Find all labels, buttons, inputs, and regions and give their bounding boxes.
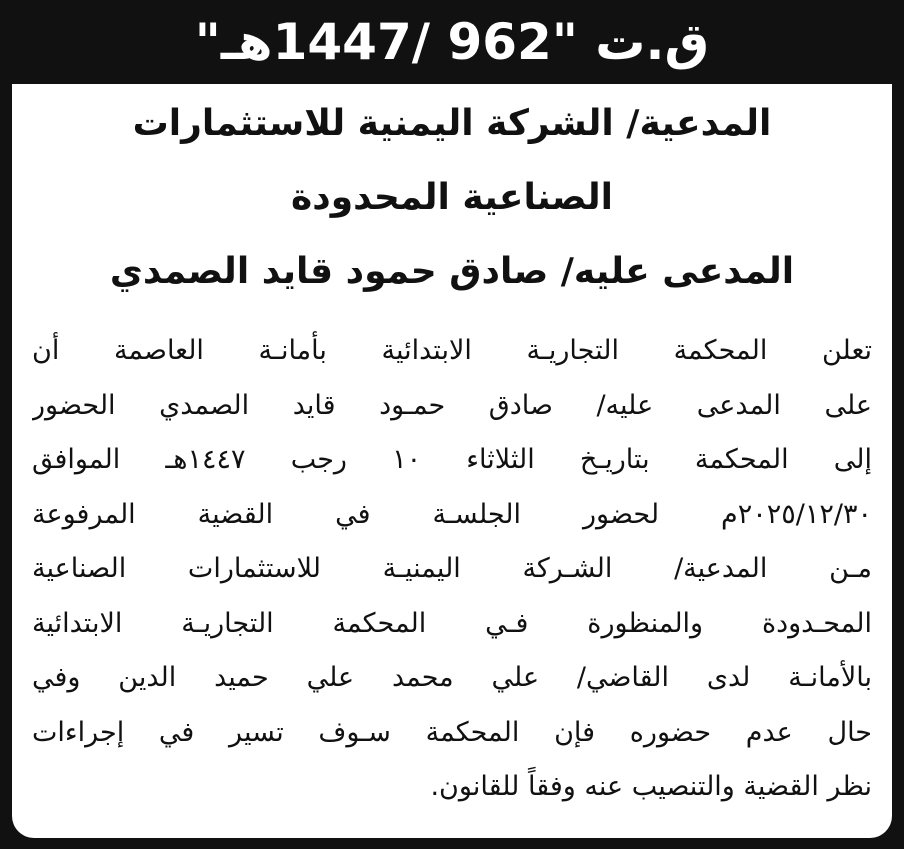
plaintiff-line-1: المدعية/ الشركة اليمنية للاستثمارات — [132, 103, 772, 144]
notice-body — [32, 324, 872, 815]
notice-line-8: حال عدم حضوره فإن المحكمة سـوف تسير في إجراءات — [32, 716, 872, 748]
notice-paper — [12, 84, 892, 838]
notice-line-9: نظر القضية والتنصيب عنه وفقاً للقانون. — [430, 771, 872, 802]
plaintiff-line-2: الصناعية المحدودة — [290, 177, 614, 218]
case-number-header — [0, 0, 904, 84]
case-number-title: ق.ت "962 /1447هـ" — [194, 13, 710, 71]
notice-line-4: ٢٠٢٥/١٢/٣٠م لحضور الجلسـة في القضية المرفوعة — [32, 498, 872, 530]
notice-line-5: مـن المدعية/ الشـركة اليمنيـة للاستثمارات الصناعية — [32, 553, 872, 584]
parties-block — [42, 103, 862, 292]
notice-line-7: بالأمانـة لدى القاضي/ علي محمد علي حميد الدين وفي — [32, 662, 872, 693]
defendant-line: المدعى عليه/ صادق حمود قايد الصمدي — [109, 251, 795, 292]
notice-line-6: المحـدودة والمنظورة فـي المحكمة التجاريـة الابتدائية — [32, 607, 872, 639]
notice-line-2: على المدعى عليه/ صادق حمـود قايد الصمدي الحضور — [32, 389, 872, 421]
notice-line-3: إلى المحكمة بتاريـخ الثلاثاء ١٠ رجب ١٤٤٧هـ الموافق — [32, 444, 872, 475]
notice-line-1: تعلن المحكمة التجاريـة الابتدائية بأمانـة العاصمة أن — [32, 335, 872, 366]
